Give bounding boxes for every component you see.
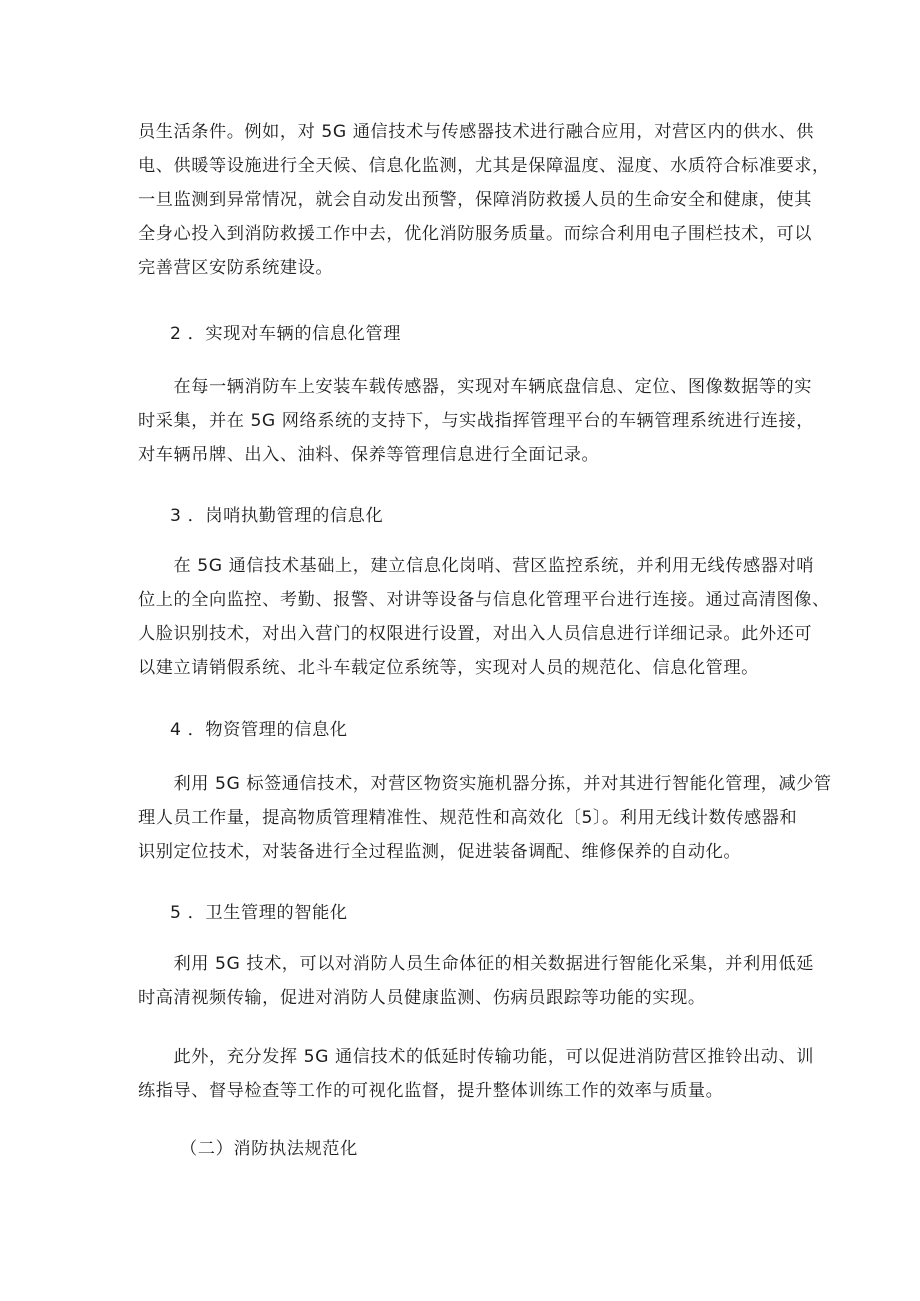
- heading-health-management: [170, 896, 822, 930]
- paragraph-living-conditions: [138, 115, 830, 285]
- text-line: 电、供暖等设施进行全天候、信息化监测，尤其是保障温度、湿度、水质符合标准要求，: [138, 156, 830, 176]
- text-line: 以建立请销假系统、北斗车载定位系统等，实现对人员的规范化、信息化管理。: [138, 658, 759, 678]
- text-line: 在每一辆消防车上安装车载传感器，实现对车辆底盘信息、定位、图像数据等的实: [138, 377, 813, 397]
- subsection-heading: （二）消防执法规范化: [180, 1139, 358, 1159]
- text-line: 利用 5G 标签通信技术，对营区物资实施机器分拣，并对其进行智能化管理，减少管: [138, 774, 832, 794]
- text-line: 一旦监测到异常情况，就会自动发出预警，保障消防救援人员的生命安全和健康，使其: [138, 190, 813, 210]
- text-line: 位上的全向监控、考勤、报警、对讲等设备与信息化管理平台进行连接。通过高清图像、: [138, 590, 830, 610]
- paragraph-health-management: [138, 947, 814, 1015]
- heading-vehicle-management: [170, 317, 822, 351]
- text-line: 员生活条件。例如，对 5G 通信技术与传感器技术进行融合应用，对营区内的供水、供: [138, 122, 814, 142]
- paragraph-vehicle-management: [138, 370, 814, 472]
- text-line: 识别定位技术，对装备进行全过程监测，促进装备调配、维修保养的自动化。: [138, 842, 742, 862]
- text-line: 对车辆吊牌、出入、油料、保养等管理信息进行全面记录。: [138, 445, 600, 465]
- text-line: 时采集，并在 5G 网络系统的支持下，与实战指挥管理平台的车辆管理系统进行连接，: [138, 411, 814, 431]
- heading-sentry-duty: [170, 499, 822, 533]
- paragraph-material-management: [138, 767, 832, 869]
- section-heading: 5 ．卫生管理的智能化: [170, 903, 348, 923]
- paragraph-low-latency: [138, 1040, 814, 1108]
- text-line: 时高清视频传输，促进对消防人员健康监测、伤病员跟踪等功能的实现。: [138, 988, 706, 1008]
- text-line: 在 5G 通信技术基础上，建立信息化岗哨、营区监控系统，并利用无线传感器对哨: [138, 556, 814, 576]
- paragraph-sentry-duty: [138, 549, 830, 685]
- heading-material-management: [170, 713, 822, 747]
- section-heading: 4 ．物资管理的信息化: [170, 720, 348, 740]
- section-heading: 3 ．岗哨执勤管理的信息化: [170, 506, 384, 526]
- text-line: 完善营区安防系统建设。: [138, 258, 334, 278]
- text-line: 此外，充分发挥 5G 通信技术的低延时传输功能，可以促进消防营区推铃出动、训: [138, 1047, 814, 1067]
- text-line: 利用 5G 技术，可以对消防人员生命体征的相关数据进行智能化采集，并利用低延: [138, 954, 814, 974]
- text-line: 练指导、督导检查等工作的可视化监督，提升整体训练工作的效率与质量。: [138, 1081, 724, 1101]
- text-line: 人脸识别技术，对出入营门的权限进行设置，对出入人员信息进行详细记录。此外还可: [138, 624, 813, 644]
- text-line: 理人员工作量，提高物质管理精准性、规范性和高效化〔5〕。利用无线计数传感器和: [138, 808, 798, 828]
- section-heading: 2 ．实现对车辆的信息化管理: [170, 324, 402, 344]
- subsection-heading-law-enforcement: [180, 1132, 832, 1166]
- text-line: 全身心投入到消防救援工作中去，优化消防服务质量。而综合利用电子围栏技术，可以: [138, 224, 813, 244]
